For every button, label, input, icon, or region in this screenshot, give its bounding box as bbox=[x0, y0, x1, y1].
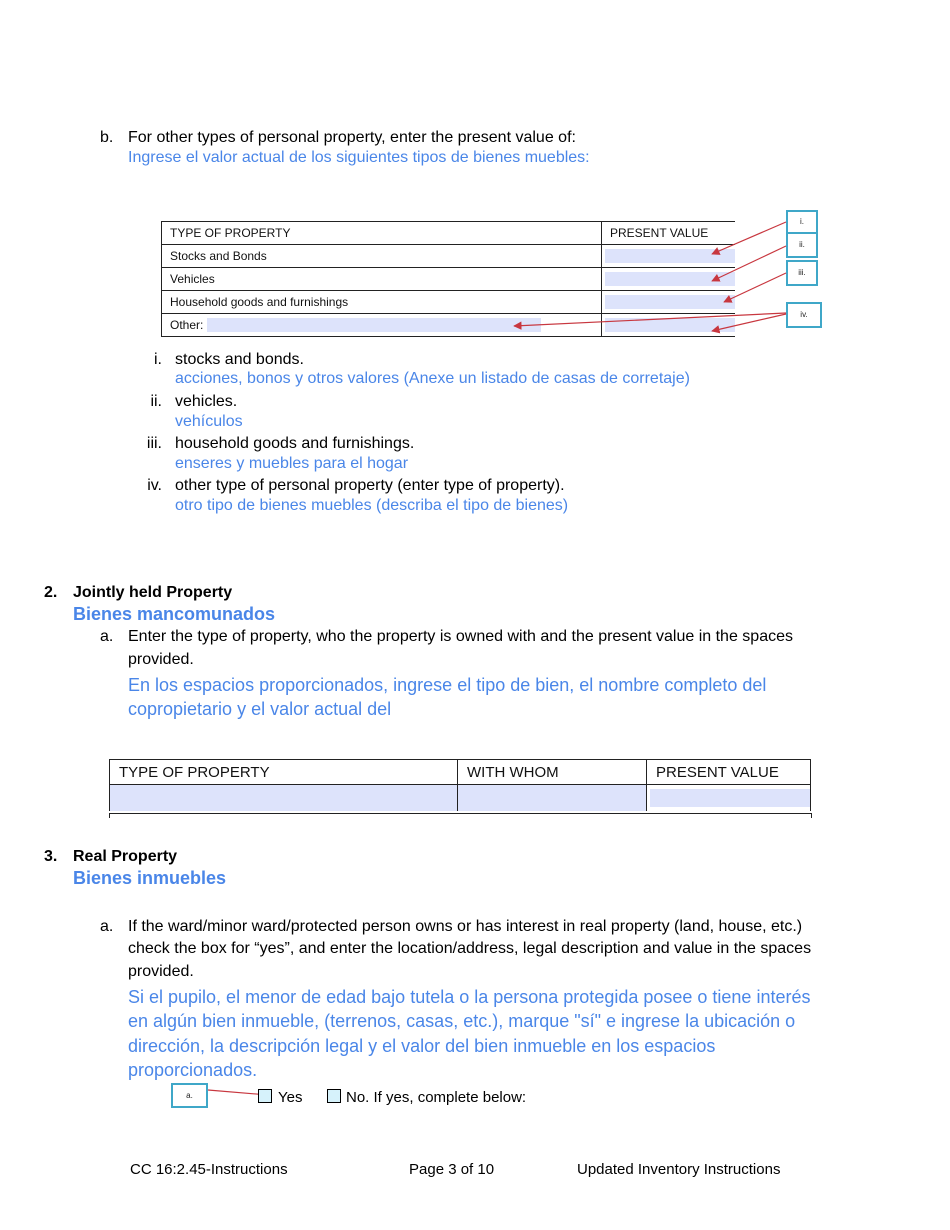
callout-iv: iv. bbox=[786, 302, 822, 328]
list-text: vehicles. bbox=[175, 393, 238, 410]
callout-a: a. bbox=[171, 1083, 208, 1108]
row-label: Stocks and Bonds bbox=[162, 245, 602, 268]
callout-i: i. bbox=[786, 210, 818, 234]
value-field-other[interactable] bbox=[602, 314, 736, 337]
list-text-es: vehículos bbox=[175, 413, 243, 430]
col-value-header: PRESENT VALUE bbox=[647, 760, 811, 785]
list-text: household goods and furnishings. bbox=[175, 435, 415, 452]
row-label: Household goods and furnishings bbox=[162, 291, 602, 314]
section-3a-text-es-4: proporcionados. bbox=[128, 1060, 258, 1080]
section-2a-text: Enter the type of property, who the property is owned with and the present value in the spaces bbox=[128, 628, 793, 645]
yes-checkbox[interactable] bbox=[258, 1089, 272, 1103]
list-marker: ii. bbox=[150, 393, 162, 410]
table-header-row bbox=[110, 760, 811, 785]
section-b-text-es: Ingrese el valor actual de los siguientes tipos de bienes muebles: bbox=[128, 149, 590, 166]
section-3a-text: If the ward/minor ward/protected person owns or has interest in real property (land, house, etc.) bbox=[128, 918, 803, 935]
col-type-header: TYPE OF PROPERTY bbox=[162, 222, 602, 245]
section-3a-text-2: check the box for “yes”, and enter the location/address, legal description and value in the spaces bbox=[128, 940, 812, 957]
callout-ii: ii. bbox=[786, 232, 818, 258]
with-whom-field[interactable] bbox=[458, 785, 647, 812]
section-3-marker: 3. bbox=[44, 848, 58, 865]
yes-label: Yes bbox=[278, 1089, 303, 1106]
section-b-marker: b. bbox=[100, 129, 114, 146]
type-field[interactable] bbox=[110, 785, 458, 812]
list-text-es: otro tipo de bienes muebles (describa el tipo de bienes) bbox=[175, 497, 569, 514]
row-label: Vehicles bbox=[162, 268, 602, 291]
list-text: stocks and bonds. bbox=[175, 351, 304, 368]
section-2-title: Jointly held Property bbox=[73, 584, 233, 601]
col-value-header: PRESENT VALUE bbox=[602, 222, 736, 245]
table-header-row bbox=[162, 222, 736, 245]
footer-page-number: Page 3 of 10 bbox=[409, 1161, 495, 1178]
section-3-title-es: Bienes inmuebles bbox=[73, 868, 227, 888]
section-3a-marker: a. bbox=[100, 918, 114, 935]
jointly-held-table bbox=[109, 759, 811, 811]
footer-form-id: CC 16:2.45-Instructions bbox=[130, 1161, 288, 1178]
value-field-stocks[interactable] bbox=[602, 245, 736, 268]
section-2-marker: 2. bbox=[44, 584, 58, 601]
section-2a-text-es-2: copropietario y el valor actual del bbox=[128, 699, 392, 719]
col-with-whom-header: WITH WHOM bbox=[458, 760, 647, 785]
table-row bbox=[162, 291, 736, 314]
personal-property-table bbox=[161, 221, 735, 337]
list-text-es: enseres y muebles para el hogar bbox=[175, 455, 409, 472]
col-type-header: TYPE OF PROPERTY bbox=[110, 760, 458, 785]
list-text: other type of personal property (enter type of property). bbox=[175, 477, 565, 494]
other-type-field[interactable] bbox=[207, 318, 541, 332]
table-row bbox=[110, 785, 811, 812]
table-row bbox=[162, 314, 736, 337]
value-field-vehicles[interactable] bbox=[602, 268, 736, 291]
section-2a-text-es: En los espacios proporcionados, ingrese el tipo de bien, el nombre completo del bbox=[128, 675, 767, 695]
section-2a-text-2: provided. bbox=[128, 651, 194, 668]
section-2a-marker: a. bbox=[100, 628, 114, 645]
section-b-text: For other types of personal property, enter the present value of: bbox=[128, 129, 576, 146]
list-text-es: acciones, bonos y otros valores (Anexe un listado de casas de corretaje) bbox=[175, 370, 690, 387]
row-label bbox=[162, 314, 602, 337]
callout-iii: iii. bbox=[786, 260, 818, 286]
section-3a-text-es-2: en algún bien inmueble, (terrenos, casas, etc.), marque "sí" e ingrese la ubicación o bbox=[128, 1011, 796, 1031]
value-field-household[interactable] bbox=[602, 291, 736, 314]
no-checkbox[interactable] bbox=[327, 1089, 341, 1103]
section-3a-text-es: Si el pupilo, el menor de edad bajo tutela o la persona protegida posee o tiene interés bbox=[128, 987, 811, 1007]
section-2-title-es: Bienes mancomunados bbox=[73, 604, 276, 624]
footer-title: Updated Inventory Instructions bbox=[577, 1161, 781, 1178]
table-row bbox=[162, 245, 736, 268]
list-marker: iii. bbox=[146, 435, 162, 452]
list-marker: iv. bbox=[147, 477, 162, 494]
other-label: Other: bbox=[170, 317, 204, 332]
no-label: No. If yes, complete below: bbox=[346, 1089, 527, 1106]
section-3a-text-es-3: dirección, la descripción legal y el valor del bien inmueble en los espacios bbox=[128, 1036, 716, 1056]
table-divider bbox=[109, 813, 812, 818]
list-marker: i. bbox=[154, 351, 162, 368]
section-3-title: Real Property bbox=[73, 848, 178, 865]
table-row bbox=[162, 268, 736, 291]
section-3a-text-3: provided. bbox=[128, 963, 194, 980]
value-field[interactable] bbox=[647, 785, 811, 812]
